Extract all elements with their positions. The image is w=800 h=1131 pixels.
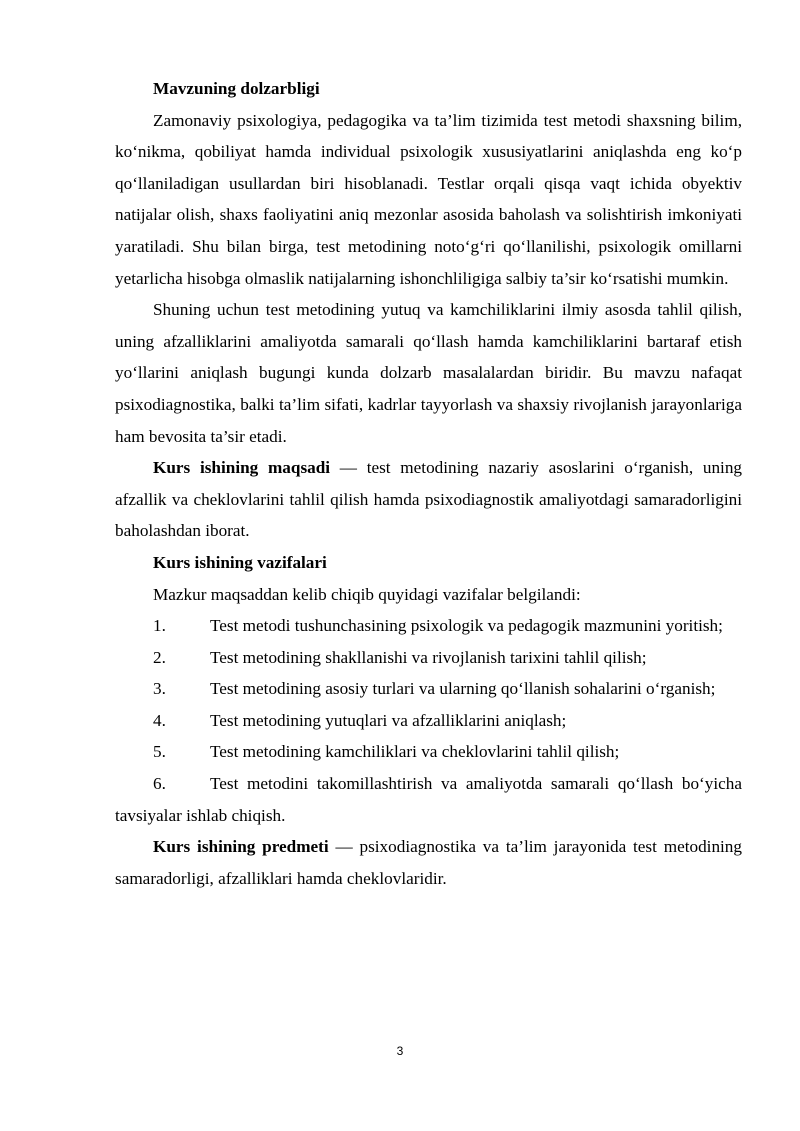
paragraph-relevance-1: Zamonaviy psixologiya, pedagogika va ta’lim tizimida test metodi shaxsning bilim, ko‘nikma, qobiliyat hamda individual psixologik xususiyatlarini aniqlashda eng ko‘p qo‘llaniladigan usullardan biri hisoblanadi. Testlar orqali qisqa vaqt ichida obyektiv natijalar olish, shaxs faoliyatini aniq mezonlar asosida baholash va solishtirish imkoniyati yaratiladi. Shu bilan birga, test metodining noto‘g‘ri qo‘llanilishi, psixologik omillarni yetarlicha hisobga olmaslik natijalarning ishonchliligiga salbiy ta’sir ko‘rsatishi mumkin. [115, 110, 742, 288]
task-number: 5. [153, 742, 166, 762]
task-item-6 [115, 768, 742, 831]
task-number: 1. [153, 616, 166, 636]
task-item-1 [115, 610, 742, 642]
task-text: Test metodining shakllanishi va rivojlanish tarixini tahlil qilish; [210, 647, 647, 667]
tasks-intro: Mazkur maqsaddan kelib chiqib quyidagi vazifalar belgilandi: [153, 584, 581, 604]
goal-label: Kurs ishining maqsadi [153, 458, 331, 478]
paragraph-relevance-2: Shuning uchun test metodining yutuq va kamchiliklarini ilmiy asosda tahlil qilish, uning afzalliklarini amaliyotda samarali qo‘llash hamda kamchiliklarini bartaraf etish yo‘llarini aniqlash bugungi kunda dolzarb masalalardan biridir. Bu mavzu nafaqat psixodiagnostika, balki ta’lim sifati, kadrlar tayyorlash va shaxsiy rivojlanish jarayonlariga ham bevosita ta’sir etadi. [115, 300, 742, 446]
subject-text: — psixodiagnostika va ta’lim jarayonida test metodining samaradorligi, afzalliklari hamda cheklovlaridir. [115, 837, 742, 888]
task-text: Test metodining yutuqlari va afzalliklarini aniqlash; [210, 710, 567, 730]
document-page [115, 73, 742, 894]
task-item-5 [115, 736, 742, 768]
subject-label: Kurs ishining predmeti [153, 837, 329, 857]
task-text: Test metodini takomillashtirish va amaliyotda samarali qo‘llash bo‘yicha tavsiyalar ishlab chiqish. [115, 774, 742, 825]
task-item-4 [115, 705, 742, 737]
task-number: 4. [153, 710, 166, 730]
section-heading-tasks: Kurs ishining vazifalari [153, 552, 327, 572]
task-text: Test metodining asosiy turlari va ularning qo‘llanish sohalarini o‘rganish; [210, 679, 716, 699]
section-heading-relevance: Mavzuning dolzarbligi [153, 79, 320, 98]
task-number: 3. [153, 679, 166, 699]
page-number: 3 [396, 1044, 404, 1058]
task-item-3 [115, 673, 742, 705]
task-text: Test metodining kamchiliklari va cheklovlarini tahlil qilish; [210, 742, 620, 762]
task-text: Test metodi tushunchasining psixologik va pedagogik mazmunini yoritish; [210, 616, 723, 636]
task-number: 6. [153, 774, 166, 794]
task-item-2 [115, 642, 742, 674]
goal-text: — test metodining nazariy asoslarini o‘rganish, uning afzallik va cheklovlarini tahlil qilish hamda psixodiagnostik amaliyotdagi samaradorligini baholashdan iborat. [115, 458, 743, 541]
task-number: 2. [153, 647, 166, 667]
paragraph-subject [115, 831, 742, 894]
paragraph-goal [115, 452, 742, 547]
